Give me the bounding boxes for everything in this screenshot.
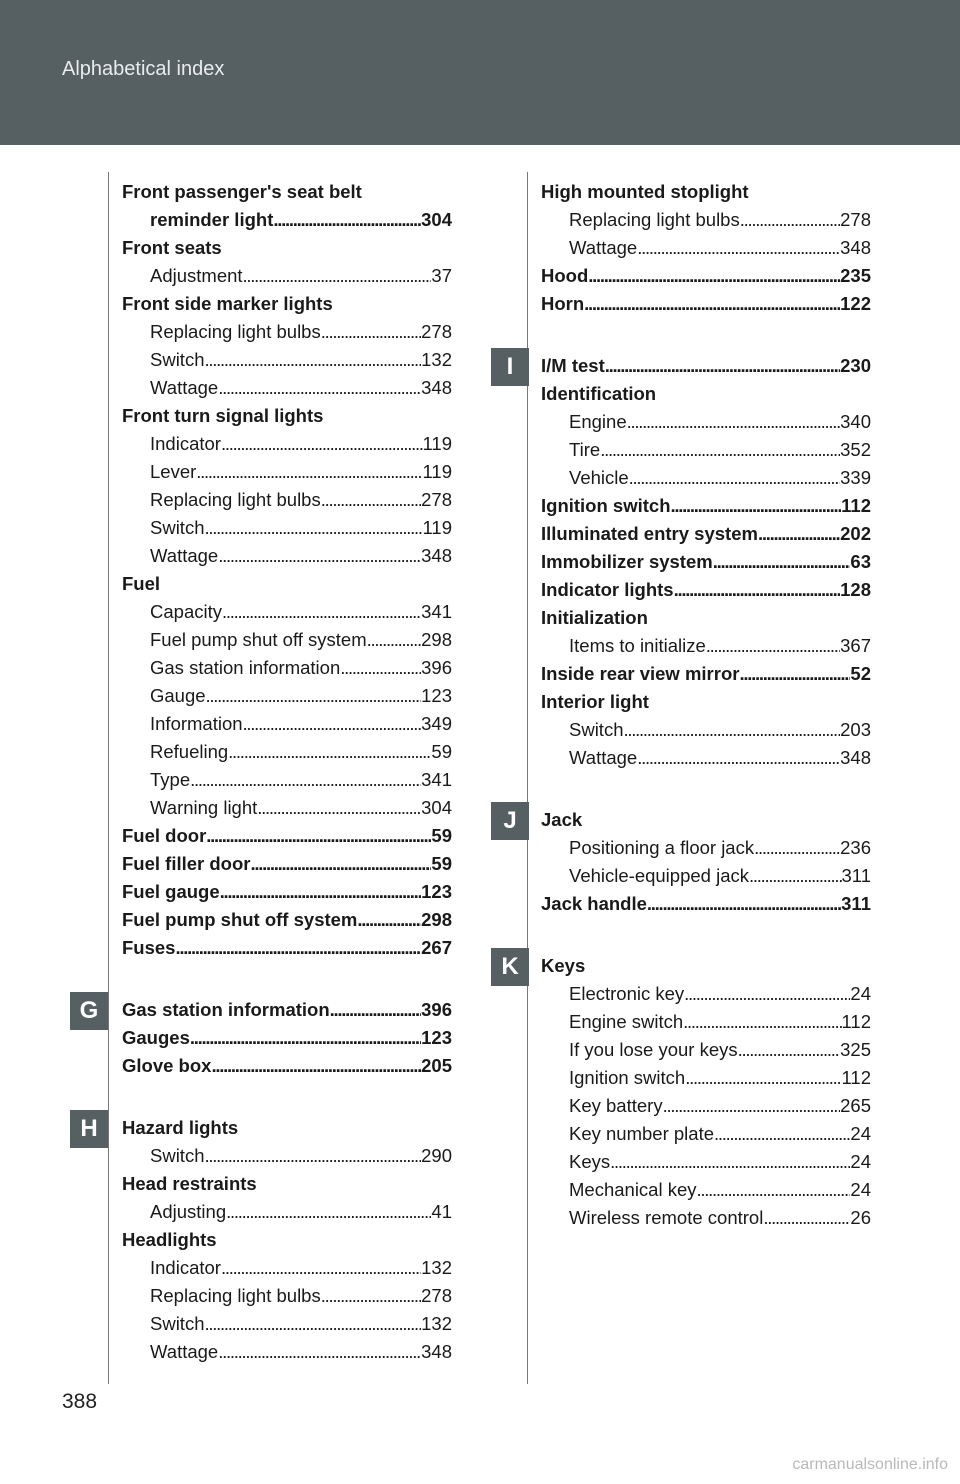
index-subentry xyxy=(122,1282,452,1310)
index-entry xyxy=(541,576,871,604)
index-subentry xyxy=(122,430,452,458)
dot-leader xyxy=(243,710,422,738)
index-subentry xyxy=(122,710,452,738)
index-column-right xyxy=(541,178,871,1232)
page-reference: 290 xyxy=(421,1145,452,1166)
index-subentry xyxy=(541,744,871,772)
dot-leader xyxy=(222,598,421,626)
section-gap xyxy=(541,918,871,952)
entry-label: Jack xyxy=(541,809,583,830)
entry-label: Warning light xyxy=(150,797,258,818)
entry-label: Items to initialize xyxy=(569,635,706,656)
entry-label: I/M test xyxy=(541,355,605,376)
page-reference: 26 xyxy=(850,1207,871,1228)
dot-leader xyxy=(713,548,851,576)
entry-label: Fuel xyxy=(122,573,161,594)
entry-label: Illuminated entry system xyxy=(541,523,758,544)
entry-label: Immobilizer system xyxy=(541,551,713,572)
page-reference: 396 xyxy=(421,657,452,678)
dot-leader xyxy=(683,1008,841,1036)
dot-leader xyxy=(218,542,421,570)
section-gap xyxy=(541,318,871,352)
index-subentry xyxy=(122,1310,452,1338)
entry-label: reminder light xyxy=(150,209,274,230)
dot-leader xyxy=(605,352,840,380)
index-subentry xyxy=(541,436,871,464)
entry-label: Positioning a floor jack xyxy=(569,837,755,858)
entry-label: Switch xyxy=(150,1313,205,1334)
entry-label: Replacing light bulbs xyxy=(150,321,321,342)
index-subentry xyxy=(122,1142,452,1170)
entry-label: Interior light xyxy=(541,691,649,712)
entry-label: Front passenger's seat belt xyxy=(122,181,362,202)
page-reference: 325 xyxy=(840,1039,871,1060)
index-subentry xyxy=(541,716,871,744)
index-subentry xyxy=(122,374,452,402)
page-reference: 119 xyxy=(422,461,452,482)
index-subentry xyxy=(122,542,452,570)
entry-label: Replacing light bulbs xyxy=(150,489,321,510)
dot-leader xyxy=(738,1036,840,1064)
dot-leader xyxy=(739,660,850,688)
dot-leader xyxy=(190,766,421,794)
entry-label: Fuel pump shut off system xyxy=(150,629,367,650)
entry-label: Wattage xyxy=(569,237,638,258)
entry-label: Key number plate xyxy=(569,1123,715,1144)
entry-label: Replacing light bulbs xyxy=(150,1285,321,1306)
dot-leader xyxy=(257,794,421,822)
index-entry xyxy=(541,352,871,380)
entry-label: Electronic key xyxy=(569,983,685,1004)
page-reference: 236 xyxy=(840,837,871,858)
page-reference: 367 xyxy=(840,635,871,656)
page-reference: 119 xyxy=(422,433,452,454)
index-subentry xyxy=(541,1148,871,1176)
entry-label: Keys xyxy=(541,955,586,976)
index-entry xyxy=(122,996,452,1024)
page-reference: 348 xyxy=(421,1341,452,1362)
page-reference: 230 xyxy=(840,355,871,376)
entry-label: Key battery xyxy=(569,1095,663,1116)
index-subentry xyxy=(541,408,871,436)
page-reference: 267 xyxy=(421,937,452,958)
dot-leader xyxy=(624,716,841,744)
page-reference: 396 xyxy=(421,999,452,1020)
page-reference: 37 xyxy=(431,265,452,286)
letter-tab-k: K xyxy=(491,948,529,986)
entry-label: Fuel filler door xyxy=(122,853,251,874)
dot-leader xyxy=(663,1092,841,1120)
entry-label: Switch xyxy=(150,517,205,538)
index-entry xyxy=(122,1114,452,1142)
entry-label: Wattage xyxy=(150,545,219,566)
dot-leader xyxy=(206,822,431,850)
letter-tab-h: H xyxy=(70,1110,108,1148)
entry-label: Headlights xyxy=(122,1229,217,1250)
page-reference: 278 xyxy=(421,1285,452,1306)
entry-label: Front turn signal lights xyxy=(122,405,324,426)
dot-leader xyxy=(218,1338,421,1366)
index-entry xyxy=(122,1226,452,1254)
dot-leader xyxy=(206,682,422,710)
entry-label: Wattage xyxy=(150,377,219,398)
page-reference: 112 xyxy=(841,1011,871,1032)
dot-leader xyxy=(685,1064,841,1092)
dot-leader xyxy=(205,346,422,374)
index-entry xyxy=(122,1052,452,1080)
index-subentry xyxy=(122,766,452,794)
index-entry xyxy=(541,380,871,408)
dot-leader xyxy=(190,1024,421,1052)
index-entry xyxy=(122,1170,452,1198)
index-subentry xyxy=(122,626,452,654)
dot-leader xyxy=(205,1310,422,1338)
watermark: carmanualsonline.info xyxy=(792,1456,948,1473)
index-subentry xyxy=(122,486,452,514)
index-entry xyxy=(122,178,452,206)
entry-label: Engine xyxy=(569,411,627,432)
index-entry xyxy=(122,850,452,878)
index-subentry xyxy=(122,1338,452,1366)
index-subentry xyxy=(122,514,452,542)
index-subentry xyxy=(122,346,452,374)
index-subentry xyxy=(541,206,871,234)
index-entry xyxy=(122,822,452,850)
index-entry xyxy=(541,688,871,716)
index-entry xyxy=(541,548,871,576)
dot-leader xyxy=(740,206,840,234)
dot-leader xyxy=(221,430,423,458)
page-reference: 304 xyxy=(421,209,452,230)
dot-leader xyxy=(671,492,842,520)
index-subentry xyxy=(122,598,452,626)
page-reference: 24 xyxy=(850,983,871,1004)
section-gap xyxy=(541,772,871,806)
entry-label: Keys xyxy=(569,1151,611,1172)
entry-label: Mechanical key xyxy=(569,1179,697,1200)
page-reference: 341 xyxy=(421,769,452,790)
entry-label: Fuel door xyxy=(122,825,207,846)
page-reference: 311 xyxy=(841,893,871,914)
page-reference: 202 xyxy=(840,523,871,544)
dot-leader xyxy=(627,408,841,436)
dot-leader xyxy=(674,576,841,604)
index-entry xyxy=(122,290,452,318)
page-reference: 59 xyxy=(431,853,452,874)
index-subentry xyxy=(541,980,871,1008)
entry-label: Ignition switch xyxy=(541,495,671,516)
dot-leader xyxy=(321,1282,421,1310)
page-number: 388 xyxy=(62,1390,98,1413)
index-subentry xyxy=(122,458,452,486)
page-reference: 265 xyxy=(840,1095,871,1116)
dot-leader xyxy=(226,1198,431,1226)
page-reference: 123 xyxy=(421,685,452,706)
entry-label: Tire xyxy=(569,439,601,460)
index-subentry xyxy=(541,1008,871,1036)
page-reference: 128 xyxy=(840,579,871,600)
index-entry xyxy=(122,402,452,430)
dot-leader xyxy=(175,934,421,962)
entry-label: Indicator xyxy=(150,433,221,454)
entry-label: Fuses xyxy=(122,937,176,958)
index-entry xyxy=(541,806,871,834)
index-entry xyxy=(122,206,452,234)
dot-leader xyxy=(758,520,840,548)
page-reference: 41 xyxy=(431,1201,452,1222)
entry-label: Inside rear view mirror xyxy=(541,663,740,684)
entry-label: Lever xyxy=(150,461,197,482)
dot-leader xyxy=(637,234,840,262)
page-reference: 123 xyxy=(421,1027,452,1048)
index-entry xyxy=(122,570,452,598)
dot-leader xyxy=(763,1204,850,1232)
index-subentry xyxy=(541,1036,871,1064)
dot-leader xyxy=(647,890,841,918)
dot-leader xyxy=(205,514,423,542)
index-entry xyxy=(541,178,871,206)
index-subentry xyxy=(122,318,452,346)
dot-leader xyxy=(637,744,840,772)
page-header xyxy=(0,0,960,145)
page-reference: 112 xyxy=(841,495,871,516)
page-reference: 278 xyxy=(421,321,452,342)
page-reference: 132 xyxy=(421,1257,452,1278)
dot-leader xyxy=(749,862,842,890)
entry-label: Ignition switch xyxy=(569,1067,686,1088)
entry-label: Wireless remote control xyxy=(569,1207,764,1228)
letter-tab-i: I xyxy=(491,348,529,386)
header-title: Alphabetical index xyxy=(62,58,225,80)
index-entry xyxy=(122,906,452,934)
dot-leader xyxy=(330,996,421,1024)
index-subentry xyxy=(122,794,452,822)
dot-leader xyxy=(221,1254,421,1282)
entry-label: Information xyxy=(150,713,243,734)
entry-label: Engine switch xyxy=(569,1011,684,1032)
entry-label: Front side marker lights xyxy=(122,293,333,314)
index-subentry xyxy=(541,834,871,862)
dot-leader xyxy=(697,1176,851,1204)
dot-leader xyxy=(754,834,840,862)
dot-leader xyxy=(321,486,421,514)
page-reference: 24 xyxy=(850,1179,871,1200)
dot-leader xyxy=(357,906,421,934)
entry-label: Switch xyxy=(150,349,205,370)
page-reference: 59 xyxy=(431,825,452,846)
index-subentry xyxy=(541,1176,871,1204)
entry-label: Hood xyxy=(541,265,589,286)
index-entry xyxy=(541,660,871,688)
page-reference: 298 xyxy=(421,909,452,930)
page-reference: 24 xyxy=(850,1151,871,1172)
dot-leader xyxy=(714,1120,850,1148)
dot-leader xyxy=(684,980,850,1008)
dot-leader xyxy=(367,626,422,654)
dot-leader xyxy=(220,878,421,906)
index-subentry xyxy=(122,1254,452,1282)
entry-label: Wattage xyxy=(569,747,638,768)
page-reference: 132 xyxy=(421,349,452,370)
entry-label: Head restraints xyxy=(122,1173,257,1194)
dot-leader xyxy=(243,262,432,290)
dot-leader xyxy=(218,374,421,402)
index-subentry xyxy=(541,862,871,890)
dot-leader xyxy=(196,458,422,486)
index-subentry xyxy=(122,262,452,290)
page-reference: 340 xyxy=(840,411,871,432)
index-entry xyxy=(541,604,871,632)
index-subentry xyxy=(541,632,871,660)
entry-label: Switch xyxy=(150,1145,205,1166)
page-reference: 59 xyxy=(431,741,452,762)
index-entry xyxy=(122,1024,452,1052)
page-reference: 349 xyxy=(421,713,452,734)
entry-label: Indicator xyxy=(150,1257,221,1278)
index-subentry xyxy=(122,738,452,766)
entry-label: Vehicle-equipped jack xyxy=(569,865,749,886)
entry-label: Jack handle xyxy=(541,893,647,914)
entry-label: Horn xyxy=(541,293,585,314)
entry-label: Initialization xyxy=(541,607,648,628)
entry-label: Switch xyxy=(569,719,624,740)
page-reference: 348 xyxy=(421,545,452,566)
page-reference: 304 xyxy=(421,797,452,818)
dot-leader xyxy=(250,850,431,878)
dot-leader xyxy=(273,206,421,234)
entry-label: Gas station information xyxy=(150,657,341,678)
entry-label: Capacity xyxy=(150,601,222,622)
index-subentry xyxy=(541,1064,871,1092)
index-entry xyxy=(541,952,871,980)
entry-label: Replacing light bulbs xyxy=(569,209,740,230)
entry-label: Vehicle xyxy=(569,467,629,488)
letter-tab-j: J xyxy=(491,802,529,840)
section-gap xyxy=(122,1080,452,1114)
page-reference: 348 xyxy=(840,237,871,258)
index-subentry xyxy=(541,464,871,492)
page-reference: 63 xyxy=(850,551,871,572)
dot-leader xyxy=(706,632,840,660)
page-reference: 352 xyxy=(840,439,871,460)
dot-leader xyxy=(584,290,840,318)
page-reference: 278 xyxy=(840,209,871,230)
page-reference: 348 xyxy=(840,747,871,768)
page-reference: 112 xyxy=(841,1067,871,1088)
page-reference: 311 xyxy=(841,865,871,886)
entry-label: Gauges xyxy=(122,1027,190,1048)
index-entry xyxy=(541,290,871,318)
entry-label: Adjustment xyxy=(150,265,243,286)
index-subentry xyxy=(541,1120,871,1148)
dot-leader xyxy=(205,1142,422,1170)
index-subentry xyxy=(541,1204,871,1232)
index-entry xyxy=(541,520,871,548)
page-reference: 52 xyxy=(850,663,871,684)
page-reference: 203 xyxy=(840,719,871,740)
entry-label: High mounted stoplight xyxy=(541,181,749,202)
index-entry xyxy=(122,234,452,262)
letter-tab-g: G xyxy=(70,992,108,1030)
entry-label: Gas station information xyxy=(122,999,330,1020)
dot-leader xyxy=(629,464,840,492)
index-subentry xyxy=(122,1198,452,1226)
page-reference: 132 xyxy=(421,1313,452,1334)
section-gap xyxy=(122,962,452,996)
dot-leader xyxy=(211,1052,421,1080)
dot-leader xyxy=(228,738,431,766)
page-reference: 24 xyxy=(850,1123,871,1144)
dot-leader xyxy=(321,318,421,346)
index-subentry xyxy=(122,682,452,710)
entry-label: Gauge xyxy=(150,685,206,706)
page-reference: 205 xyxy=(421,1055,452,1076)
entry-label: Refueling xyxy=(150,741,229,762)
index-entry xyxy=(541,492,871,520)
index-subentry xyxy=(122,654,452,682)
dot-leader xyxy=(588,262,840,290)
page-reference: 298 xyxy=(421,629,452,650)
entry-label: If you lose your keys xyxy=(569,1039,738,1060)
entry-label: Fuel pump shut off system xyxy=(122,909,358,930)
page-reference: 278 xyxy=(421,489,452,510)
index-column-left xyxy=(122,178,452,1366)
index-subentry xyxy=(541,1092,871,1120)
entry-label: Front seats xyxy=(122,237,222,258)
index-subentry xyxy=(541,234,871,262)
page-reference: 235 xyxy=(840,265,871,286)
dot-leader xyxy=(340,654,421,682)
index-entry xyxy=(541,262,871,290)
entry-label: Type xyxy=(150,769,191,790)
page-reference: 122 xyxy=(840,293,871,314)
page-reference: 339 xyxy=(840,467,871,488)
page-reference: 123 xyxy=(421,881,452,902)
entry-label: Hazard lights xyxy=(122,1117,239,1138)
dot-leader xyxy=(610,1148,850,1176)
page-reference: 119 xyxy=(422,517,452,538)
entry-label: Adjusting xyxy=(150,1201,227,1222)
index-entry xyxy=(122,878,452,906)
entry-label: Fuel gauge xyxy=(122,881,220,902)
column-rule-left xyxy=(108,172,109,1384)
entry-label: Glove box xyxy=(122,1055,212,1076)
dot-leader xyxy=(600,436,840,464)
entry-label: Wattage xyxy=(150,1341,219,1362)
page-reference: 348 xyxy=(421,377,452,398)
page-reference: 341 xyxy=(421,601,452,622)
index-entry xyxy=(122,934,452,962)
index-entry xyxy=(541,890,871,918)
entry-label: Indicator lights xyxy=(541,579,674,600)
entry-label: Identification xyxy=(541,383,657,404)
